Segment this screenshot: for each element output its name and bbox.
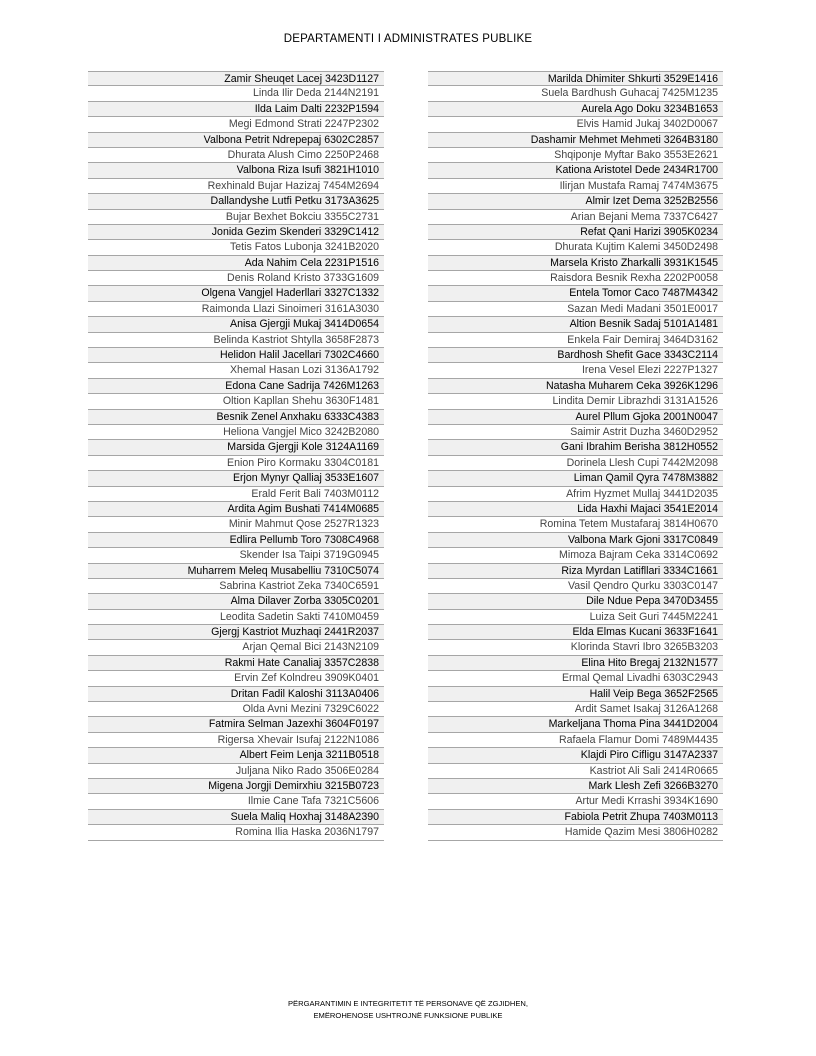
table-row: Aurela Ago Doku 3234B1653 xyxy=(428,102,723,117)
table-row: Gjergj Kastriot Muzhaqi 2441R2037 xyxy=(88,625,384,640)
footer-line-1: PËRGARANTIMIN E INTEGRITETIT TË PERSONAVE QË ZGJIDHEN, xyxy=(287,999,529,1008)
table-row: Heliona Vangjel Mico 3242B2080 xyxy=(88,425,384,440)
table-row: Ilda Laim Dalti 2232P1594 xyxy=(88,102,384,117)
table-row: Romina Ilia Haska 2036N1797 xyxy=(88,825,384,840)
table-row: Olda Avni Mezini 7329C6022 xyxy=(88,702,384,717)
table-row: Dhurata Kujtim Kalemi 3450D2498 xyxy=(428,240,723,255)
table-row: Xhemal Hasan Lozi 3136A1792 xyxy=(88,363,384,378)
table-row: Ilirjan Mustafa Ramaj 7474M3675 xyxy=(428,179,723,194)
table-row: Afrim Hyzmet Mullaj 3441D2035 xyxy=(428,487,723,502)
table-row: Almir Izet Dema 3252B2556 xyxy=(428,194,723,209)
table-row: Rexhinald Bujar Hazizaj 7454M2694 xyxy=(88,179,384,194)
table-row: Saimir Astrit Duzha 3460D2952 xyxy=(428,425,723,440)
table-row: Markeljana Thoma Pina 3441D2004 xyxy=(428,717,723,732)
table-row: Shqiponje Myftar Bako 3553E2621 xyxy=(428,148,723,163)
table-row: Belinda Kastriot Shtylla 3658F2873 xyxy=(88,333,384,348)
table-row: Bardhosh Shefit Gace 3343C2114 xyxy=(428,348,723,363)
table-row: Klorinda Stavri Ibro 3265B3203 xyxy=(428,640,723,655)
table-row: Entela Tomor Caco 7487M4342 xyxy=(428,286,723,301)
table-row: Ardita Agim Bushati 7414M0685 xyxy=(88,502,384,517)
table-row: Dorinela Llesh Cupi 7442M2098 xyxy=(428,456,723,471)
table-row: Kastriot Ali Sali 2414R0665 xyxy=(428,764,723,779)
table-row: Helidon Halil Jacellari 7302C4660 xyxy=(88,348,384,363)
table-row: Mimoza Bajram Ceka 3314C0692 xyxy=(428,548,723,563)
table-row: Marsela Kristo Zharkalli 3931K1545 xyxy=(428,256,723,271)
table-row: Muharrem Meleq Musabelliu 7310C5074 xyxy=(88,564,384,579)
page-title: DEPARTAMENTI I ADMINISTRATES PUBLIKE xyxy=(283,33,533,45)
table-row: Lindita Demir Librazhdi 3131A1526 xyxy=(428,394,723,409)
table-row: Migena Jorgji Demirxhiu 3215B0723 xyxy=(88,779,384,794)
table-row: Edona Cane Sadrija 7426M1263 xyxy=(88,379,384,394)
table-row: Arian Bejani Mema 7337C6427 xyxy=(428,210,723,225)
table-row: Ermal Qemal Livadhi 6303C2943 xyxy=(428,671,723,686)
table-row: Altion Besnik Sadaj 5101A1481 xyxy=(428,317,723,332)
table-row: Enkela Fair Demiraj 3464D3162 xyxy=(428,333,723,348)
table-row: Marsida Gjergji Kole 3124A1169 xyxy=(88,440,384,455)
table-row: Juljana Niko Rado 3506E0284 xyxy=(88,764,384,779)
table-row: Elda Elmas Kucani 3633F1641 xyxy=(428,625,723,640)
table-row: Ilmie Cane Tafa 7321C5606 xyxy=(88,794,384,809)
table-row: Denis Roland Kristo 3733G1609 xyxy=(88,271,384,286)
table-row: Ada Nahim Cela 2231P1516 xyxy=(88,256,384,271)
table-row: Dritan Fadil Kaloshi 3113A0406 xyxy=(88,687,384,702)
table-row: Skender Isa Taipi 3719G0945 xyxy=(88,548,384,563)
table-row: Bujar Bexhet Bokciu 3355C2731 xyxy=(88,210,384,225)
table-row: Enion Piro Kormaku 3304C0181 xyxy=(88,456,384,471)
table-row: Suela Bardhush Guhacaj 7425M1235 xyxy=(428,86,723,101)
table-row: Edlira Pellumb Toro 7308C4968 xyxy=(88,533,384,548)
table-row: Besnik Zenel Anxhaku 6333C4383 xyxy=(88,410,384,425)
table-row: Jonida Gezim Skenderi 3329C1412 xyxy=(88,225,384,240)
table-row: Gani Ibrahim Berisha 3812H0552 xyxy=(428,440,723,455)
table-row: Alma Dilaver Zorba 3305C0201 xyxy=(88,594,384,609)
table-row: Anisa Gjergji Mukaj 3414D0654 xyxy=(88,317,384,332)
table-row: Riza Myrdan Latifllari 3334C1661 xyxy=(428,564,723,579)
footer xyxy=(0,998,816,1022)
table-row: Halil Veip Bega 3652F2565 xyxy=(428,687,723,702)
table-row: Natasha Muharem Ceka 3926K1296 xyxy=(428,379,723,394)
table-row: Sazan Medi Madani 3501E0017 xyxy=(428,302,723,317)
table-row: Suela Maliq Hoxhaj 3148A2390 xyxy=(88,810,384,825)
table-row: Valbona Petrit Ndrepepaj 6302C2857 xyxy=(88,133,384,148)
table-row: Luiza Seit Guri 7445M2241 xyxy=(428,610,723,625)
table-row: Minir Mahmut Qose 2527R1323 xyxy=(88,517,384,532)
table-row: Marilda Dhimiter Shkurti 3529E1416 xyxy=(428,71,723,86)
table-row: Klajdi Piro Cifligu 3147A2337 xyxy=(428,748,723,763)
table-row: Tetis Fatos Lubonja 3241B2020 xyxy=(88,240,384,255)
table-row: Erald Ferit Bali 7403M0112 xyxy=(88,487,384,502)
table-row: Valbona Mark Gjoni 3317C0849 xyxy=(428,533,723,548)
table-row: Raisdora Besnik Rexha 2202P0058 xyxy=(428,271,723,286)
table-row: Erjon Mynyr Qalliaj 3533E1607 xyxy=(88,471,384,486)
table-row: Zamir Sheuqet Lacej 3423D1127 xyxy=(88,71,384,86)
table-row: Leodita Sadetin Sakti 7410M0459 xyxy=(88,610,384,625)
table-row: Lida Haxhi Majaci 3541E2014 xyxy=(428,502,723,517)
table-row: Dhurata Alush Cimo 2250P2468 xyxy=(88,148,384,163)
footer-line-2: EMËROHENOSE USHTROJNË FUNKSIONE PUBLIKE xyxy=(313,1011,503,1020)
table-row: Dile Ndue Pepa 3470D3455 xyxy=(428,594,723,609)
table-row: Rafaela Flamur Domi 7489M4435 xyxy=(428,733,723,748)
right-name-column xyxy=(428,71,723,841)
table-row: Ervin Zef Kolndreu 3909K0401 xyxy=(88,671,384,686)
table-row: Irena Vesel Elezi 2227P1327 xyxy=(428,363,723,378)
table-row: Raimonda Llazi Sinoimeri 3161A3030 xyxy=(88,302,384,317)
table-row: Megi Edmond Strati 2247P2302 xyxy=(88,117,384,132)
table-row: Ardit Samet Isakaj 3126A1268 xyxy=(428,702,723,717)
table-row: Vasil Qendro Qurku 3303C0147 xyxy=(428,579,723,594)
table-row: Elina Hito Bregaj 2132N1577 xyxy=(428,656,723,671)
table-row: Dallandyshe Lutfi Petku 3173A3625 xyxy=(88,194,384,209)
table-row: Oltion Kapllan Shehu 3630F1481 xyxy=(88,394,384,409)
table-row: Rakmi Hate Canaliaj 3357C2838 xyxy=(88,656,384,671)
table-row: Elvis Hamid Jukaj 3402D0067 xyxy=(428,117,723,132)
table-row: Hamide Qazim Mesi 3806H0282 xyxy=(428,825,723,840)
table-row: Mark Llesh Zefi 3266B3270 xyxy=(428,779,723,794)
left-name-column xyxy=(88,71,384,841)
table-row: Romina Tetem Mustafaraj 3814H0670 xyxy=(428,517,723,532)
table-row: Sabrina Kastriot Zeka 7340C6591 xyxy=(88,579,384,594)
table-row: Arjan Qemal Bici 2143N2109 xyxy=(88,640,384,655)
table-row: Fabiola Petrit Zhupa 7403M0113 xyxy=(428,810,723,825)
table-row: Valbona Riza Isufi 3821H1010 xyxy=(88,163,384,178)
table-row: Aurel Pllum Gjoka 2001N0047 xyxy=(428,410,723,425)
table-row: Fatmira Selman Jazexhi 3604F0197 xyxy=(88,717,384,732)
table-row: Refat Qani Harizi 3905K0234 xyxy=(428,225,723,240)
table-row: Rigersa Xhevair Isufaj 2122N1086 xyxy=(88,733,384,748)
table-row: Liman Qamil Qyra 7478M3882 xyxy=(428,471,723,486)
table-row: Dashamir Mehmet Mehmeti 3264B3180 xyxy=(428,133,723,148)
table-row: Albert Feim Lenja 3211B0518 xyxy=(88,748,384,763)
table-row: Linda Ilir Deda 2144N2191 xyxy=(88,86,384,101)
table-row: Kationa Aristotel Dede 2434R1700 xyxy=(428,163,723,178)
table-row: Artur Medi Krrashi 3934K1690 xyxy=(428,794,723,809)
table-row: Olgena Vangjel Haderllari 3327C1332 xyxy=(88,286,384,301)
